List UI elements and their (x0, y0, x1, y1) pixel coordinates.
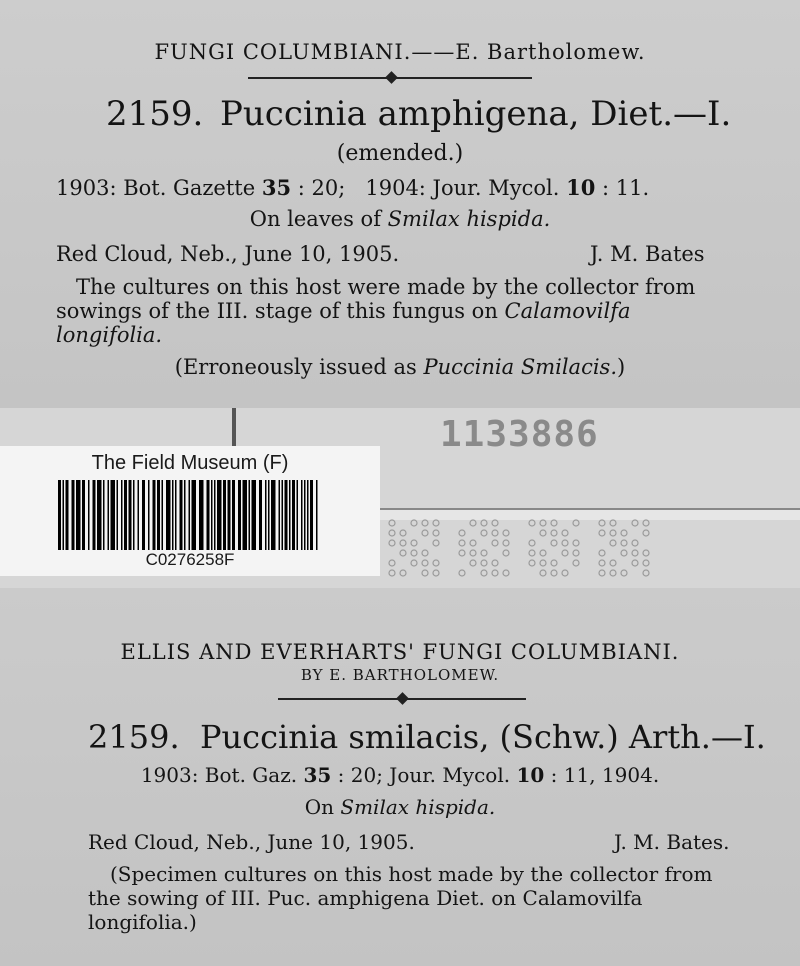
bottom-note-line1: (Specimen cultures on this host made by the collector from (110, 862, 713, 886)
top-host: Smilax hispida. (387, 207, 551, 231)
top-header: FUNGI COLUMBIANI.——E. Bartholomew. (154, 40, 646, 64)
bottom-host: Smilax hispida. (340, 795, 496, 819)
bottom-note-line3: longifolia.) (88, 910, 197, 934)
top-rule-diamond (385, 71, 398, 84)
bottom-label (0, 588, 800, 966)
bottom-ref-a: 1903: Bot. Gaz. (140, 763, 298, 787)
top-emended: (emended.) (336, 141, 464, 166)
top-note-line3-text: longifolia. (56, 323, 163, 347)
top-reference (56, 175, 649, 200)
bottom-host-line (0, 795, 800, 819)
bottom-reference (0, 763, 800, 787)
top-number: 2159. (106, 94, 204, 134)
bottom-subheader: BY E. BARTHOLOMEW. (300, 666, 500, 684)
top-host-prefix: On leaves of (249, 207, 381, 231)
bottom-host-prefix: On (304, 795, 335, 819)
top-ref-a-vol: 35 (261, 175, 292, 200)
bottom-number: 2159. (88, 718, 180, 756)
bottom-ref-b-page: : 11, 1904. (550, 763, 660, 787)
bottom-species: Puccinia smilacis, (Schw.) Arth.—I. (200, 718, 766, 756)
barcode-label (0, 446, 380, 576)
bottom-note-line2: the sowing of III. Puc. amphigena Diet. on Calamovilfa (88, 886, 643, 910)
top-ref-b-vol: 10 (566, 175, 596, 200)
top-label (0, 0, 800, 408)
bottom-ref-a-vol: 35 (303, 763, 332, 787)
top-ref-b-page: : 11. (602, 176, 650, 200)
barcode-institution: The Field Museum (F) (91, 452, 289, 474)
barcode-code: C0276258F (145, 550, 235, 569)
barcode-icon (58, 480, 322, 550)
top-note-line2-b: Calamovilfa (504, 299, 631, 323)
top-ref-a-page: : 20; (297, 176, 346, 200)
top-note-line2-a: sowings of the III. stage of this fungus on (56, 299, 498, 323)
bottom-ref-b-vol: 10 (516, 763, 545, 787)
top-note-line1: The cultures on this host were made by the collector from (76, 275, 696, 299)
top-erroneous-line (0, 355, 800, 379)
top-locality: Red Cloud, Neb., June 10, 1905. (56, 242, 400, 266)
top-note-line3 (56, 323, 162, 347)
perforation-stamp (386, 518, 666, 580)
bottom-locality: Red Cloud, Neb., June 10, 1905. (88, 830, 415, 854)
bottom-collector: J. M. Bates. (614, 830, 730, 854)
bottom-ref-a-mid: : 20; Jour. Mycol. (337, 763, 511, 787)
bottom-header: ELLIS AND EVERHARTS' FUNGI COLUMBIANI. (120, 640, 680, 664)
accession-stamp: 1133886 (440, 414, 599, 455)
paper-edge-mark (232, 408, 236, 448)
top-ref-b: 1904: Jour. Mycol. (365, 176, 560, 200)
top-collector: J. M. Bates (590, 242, 705, 266)
top-erroneous-name: Puccinia Smilacis. (423, 355, 618, 379)
bottom-rule-diamond (396, 692, 409, 705)
top-ref-a: 1903: Bot. Gazette (56, 176, 256, 200)
top-erroneous-prefix: (Erroneously issued as (174, 355, 417, 379)
top-note-line2 (56, 299, 631, 323)
top-species: Puccinia amphigena, Diet.—I. (220, 94, 732, 134)
top-host-line (0, 207, 800, 231)
top-erroneous-suffix: ) (617, 355, 626, 379)
